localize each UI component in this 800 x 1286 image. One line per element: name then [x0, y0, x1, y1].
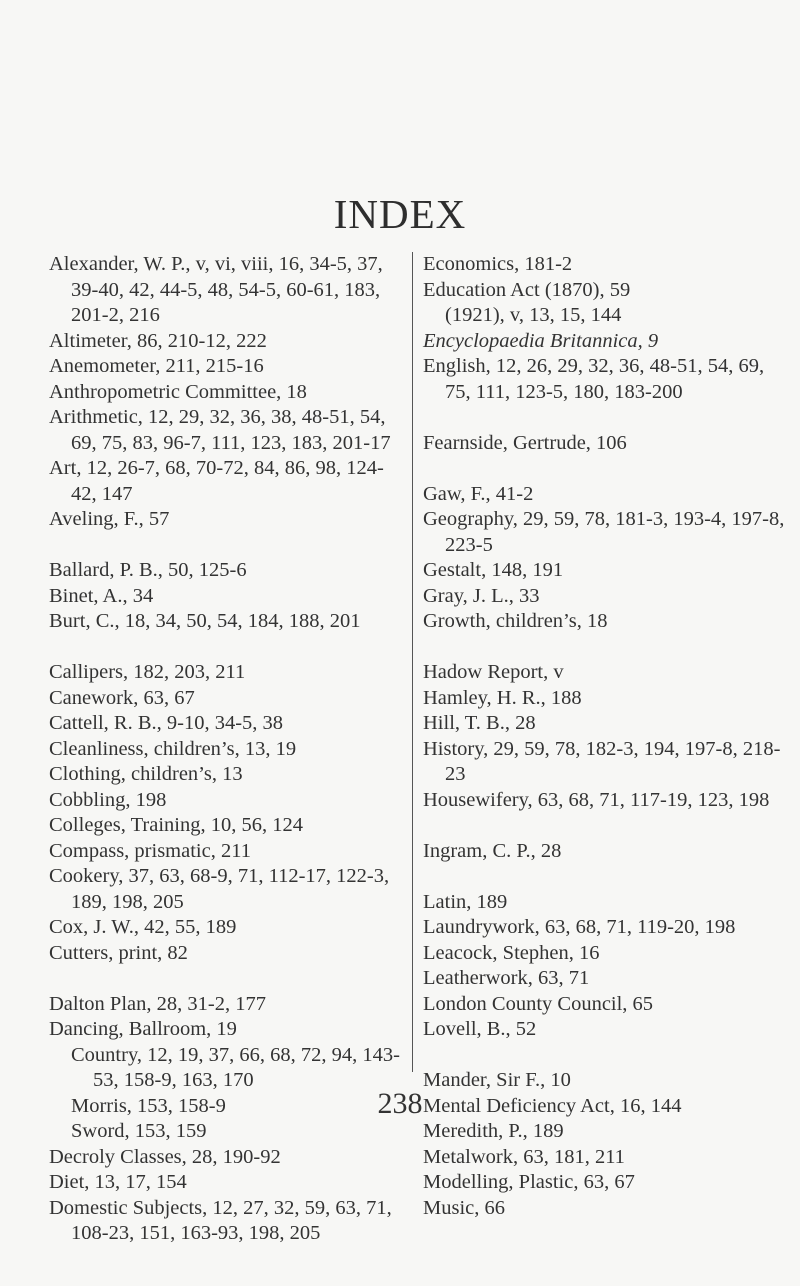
index-entry: Geography, 29, 59, 78, 181-3, 193-4, 197-8, 223-5 — [423, 508, 785, 556]
index-entry: Gestalt, 148, 191 — [423, 559, 564, 581]
index-entry: Leatherwork, 63, 71 — [423, 967, 590, 989]
index-entry: Latin, 189 — [423, 890, 508, 913]
index-subentry: (1921), v, 13, 15, 144 — [445, 304, 622, 326]
index-entry: Mander, Sir F., 10 — [423, 1069, 571, 1091]
index-entry: Meredith, P., 189 — [423, 1120, 564, 1142]
index-entry: Arithmetic, 12, 29, 32, 36, 38, 48-51, 54, 69, 75, 83, 96-7, 111, 123, 183, 201-17 — [49, 406, 391, 454]
index-entry: Cattell, R. B., 9-10, 34-5, 38 — [49, 712, 284, 734]
index-entry: Dalton Plan, 28, 31-2, 177 — [49, 992, 266, 1015]
index-entry: Hamley, H. R., 188 — [423, 686, 582, 709]
index-entry: Gaw, F., 41-2 — [423, 482, 534, 505]
index-entry: Fearnside, Gertrude, 106 — [423, 431, 627, 454]
index-entry: Diet, 13, 17, 154 — [49, 1171, 187, 1193]
index-entry: Colleges, Training, 10, 56, 124 — [49, 814, 303, 836]
index-entry: Laundrywork, 63, 68, 71, 119-20, 198 — [423, 916, 736, 938]
index-entry: Gray, J. L., 33 — [423, 584, 540, 607]
index-entry: Modelling, Plastic, 63, 67 — [423, 1171, 635, 1193]
index-entry: Metalwork, 63, 181, 211 — [423, 1145, 625, 1168]
page-number: 238 — [377, 1087, 423, 1120]
index-entry: Education Act (1870), 59 — [423, 278, 631, 301]
index-entry: Dancing, Ballroom, 19 — [49, 1018, 237, 1040]
index-entry: Cox, J. W., 42, 55, 189 — [49, 916, 237, 938]
index-entry: Binet, A., 34 — [49, 584, 154, 607]
index-entry: Cobbling, 198 — [49, 788, 167, 811]
index-entry: History, 29, 59, 78, 182-3, 194, 197-8, 218-23 — [423, 737, 781, 785]
index-entry: Hill, T. B., 28 — [423, 712, 536, 734]
index-column-right — [423, 252, 793, 1221]
index-subentry: Country, 12, 19, 37, 66, 68, 72, 94, 143-53, 158-9, 163, 170 — [71, 1043, 400, 1091]
column-divider — [412, 252, 413, 1072]
index-entry: Aveling, F., 57 — [49, 508, 170, 530]
index-entry: English, 12, 26, 29, 32, 36, 48-51, 54, 69, 75, 111, 123-5, 180, 183-200 — [423, 355, 765, 403]
index-entry: Ballard, P. B., 50, 125-6 — [49, 559, 247, 581]
index-entry: Anemometer, 211, 215-16 — [49, 355, 264, 377]
index-entry: Decroly Classes, 28, 190-92 — [49, 1145, 281, 1168]
index-entry-text: Encyclopaedia Britannica, 9 — [423, 329, 659, 352]
index-entry: Growth, children’s, 18 — [423, 610, 608, 632]
index-entry: Cleanliness, children’s, 13, 19 — [49, 737, 297, 760]
index-entry: Cookery, 37, 63, 68-9, 71, 112-17, 122-3, 189, 198, 205 — [49, 865, 390, 913]
index-entry: Burt, C., 18, 34, 50, 54, 184, 188, 201 — [49, 610, 361, 632]
index-entry: Cutters, print, 82 — [49, 941, 188, 964]
index-entry: Anthropometric Committee, 18 — [49, 380, 307, 403]
index-entry: Clothing, children’s, 13 — [49, 763, 243, 785]
index-entry: Leacock, Stephen, 16 — [423, 941, 600, 964]
index-entry: Callipers, 182, 203, 211 — [49, 661, 246, 683]
index-entry: Alexander, W. P., v, vi, viii, 16, 34-5, 37, 39-40, 42, 44-5, 48, 54-5, 60-61, 183, 201-2, 216 — [49, 253, 383, 326]
index-entry: Hadow Report, v — [423, 661, 564, 683]
index-entry: Mental Deficiency Act, 16, 144 — [423, 1094, 682, 1117]
index-entry: Lovell, B., 52 — [423, 1018, 537, 1040]
index-entry: Economics, 181-2 — [423, 253, 573, 275]
index-entry: Music, 66 — [423, 1196, 505, 1219]
page-title: INDEX — [333, 191, 467, 237]
index-subentry: Sword, 153, 159 — [71, 1120, 207, 1142]
index-entry: Ingram, C. P., 28 — [423, 839, 562, 862]
index-entry: Housewifery, 63, 68, 71, 117-19, 123, 198 — [423, 788, 770, 811]
index-entry: Art, 12, 26-7, 68, 70-72, 84, 86, 98, 124-42, 147 — [49, 457, 384, 505]
index-entry: Domestic Subjects, 12, 27, 32, 59, 63, 71, 108-23, 151, 163-93, 198, 205 — [49, 1196, 392, 1244]
index-entry: Compass, prismatic, 211 — [49, 839, 251, 862]
index-entry — [423, 329, 793, 355]
index-entry: London County Council, 65 — [423, 992, 654, 1015]
index-entry: Altimeter, 86, 210-12, 222 — [49, 329, 267, 352]
index-entry: Canework, 63, 67 — [49, 686, 195, 709]
index-subentry: Morris, 153, 158-9 — [71, 1094, 226, 1117]
